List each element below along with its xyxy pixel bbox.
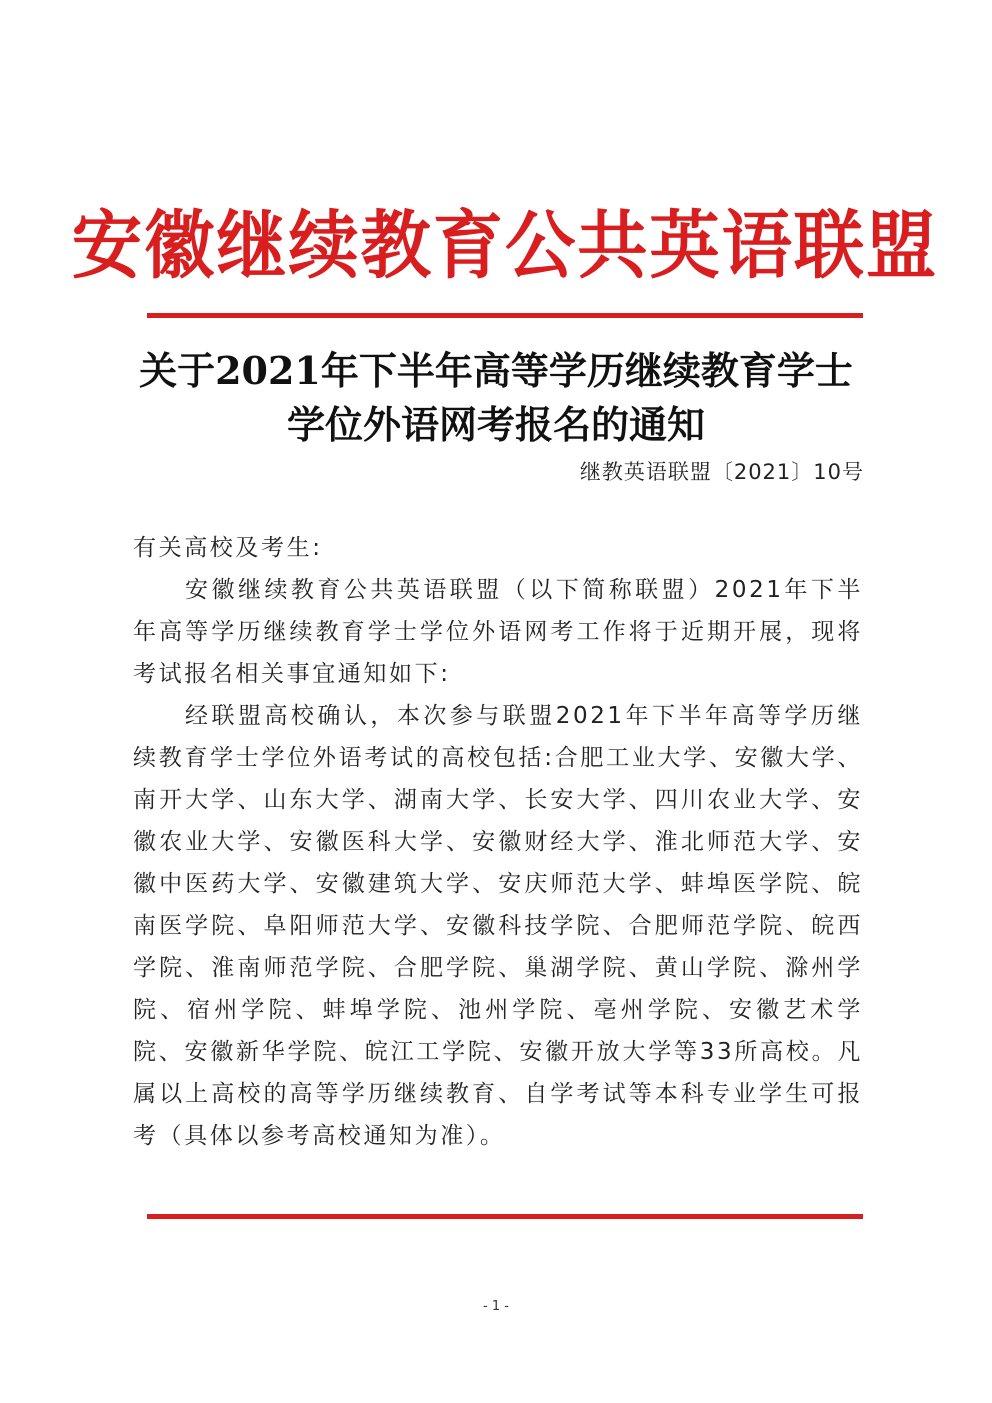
footer-red-rule (147, 1214, 863, 1219)
page-number: - 1 - (483, 1299, 509, 1314)
body-paragraph-2: 经联盟高校确认，本次参与联盟2021年下半年高等学历继续教育学士学位外语考试的高校包括:合肥工业大学、安徽大学、南开大学、山东大学、湖南大学、长安大学、四川农业大学、安徽农业大学、安徽医科大学、安徽财经大学、淮北师范大学、安徽中医药大学、安徽建筑大学、安庆师范大学、蚌埠医学院、皖南医学院、阜阳师范大学、安徽科技学院、合肥师范学院、皖西学院、淮南师范学院、合肥学院、巢湖学院、黄山学院、滁州学院、宿州学院、蚌埠学院、池州学院、亳州学院、安徽艺术学院、安徽新华学院、皖江工学院、安徽开放大学等33所高校。凡属以上高校的高等学历继续教育、自学考试等本科专业学生可报考（具体以参考高校通知为准）。 (133, 703, 863, 1149)
salutation: 有关高校及考生: (133, 535, 323, 561)
masthead-red-rule (147, 313, 863, 318)
masthead-title: 安徽继续教育公共英语联盟 (71, 203, 939, 289)
notice-title-line-2: 学位外语网考报名的通知 (286, 402, 705, 447)
notice-title-line-1: 关于2021年下半年高等学历继续教育学士 (139, 348, 853, 393)
body-paragraph-1: 安徽继续教育公共英语联盟（以下简称联盟）2021年下半年高等学历继续教育学士学位外语网考工作将于近期开展，现将考试报名相关事宜通知如下: (133, 577, 863, 687)
document-number: 继教英语联盟〔2021〕10号 (579, 460, 864, 484)
